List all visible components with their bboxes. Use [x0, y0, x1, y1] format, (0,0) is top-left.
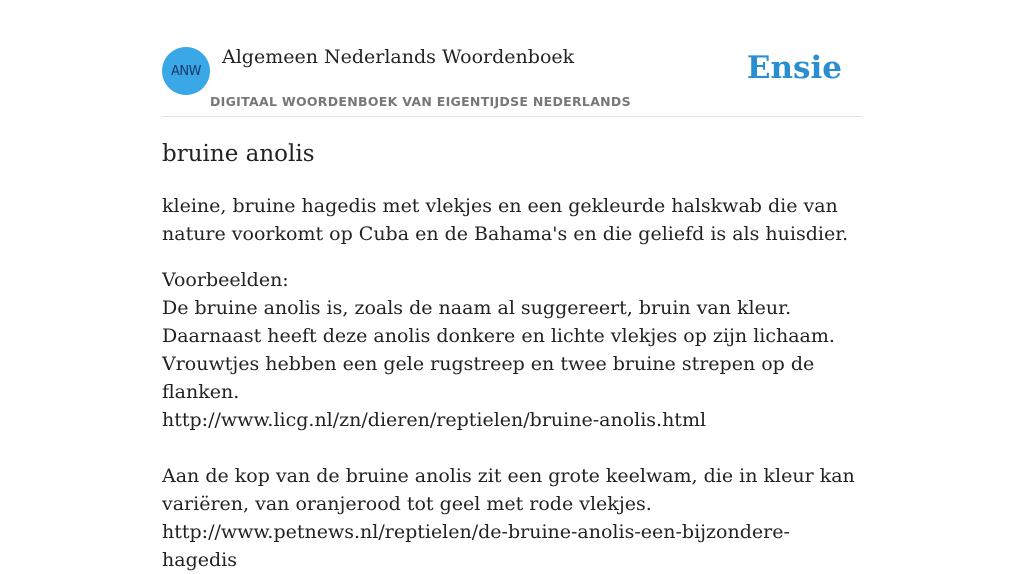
examples-section — [162, 266, 862, 574]
ensie-brand-link[interactable]: Ensie — [746, 50, 842, 86]
entry-content — [162, 138, 862, 574]
example-source: http://www.petnews.nl/reptielen/de-bruine-anolis-een-bijzondere-hagedis — [162, 521, 790, 571]
example-source: http://www.licg.nl/zn/dieren/reptielen/bruine-anolis.html — [162, 409, 707, 431]
site-header — [162, 0, 862, 117]
entry-headword: bruine anolis — [162, 141, 315, 167]
example-text: De bruine anolis is, zoals de naam al suggereert, bruin van kleur. Daarnaast heeft deze anolis donkere en lichte vlekjes op zijn lichaam. Vrouwtjes hebben een gele rugstreep en twee bruine strepen op de flanken. — [162, 297, 835, 403]
dictionary-subtitle: DIGITAAL WOORDENBOEK VAN EIGENTIJDSE NEDERLANDS — [210, 94, 631, 109]
dictionary-title[interactable]: Algemeen Nederlands Woordenboek — [222, 46, 575, 68]
anw-logo[interactable]: ANW — [162, 47, 210, 95]
examples-label: Voorbeelden: — [162, 269, 289, 291]
example-text: Aan de kop van de bruine anolis zit een grote keelwam, die in kleur kan variëren, van oranjerood tot geel met rode vlekjes. — [162, 465, 855, 515]
entry-definition: kleine, bruine hagedis met vlekjes en een gekleurde halskwab die van nature voorkomt op Cuba en de Bahama's en die geliefd is als huisdier. — [162, 195, 849, 245]
example-spacer — [162, 434, 862, 462]
